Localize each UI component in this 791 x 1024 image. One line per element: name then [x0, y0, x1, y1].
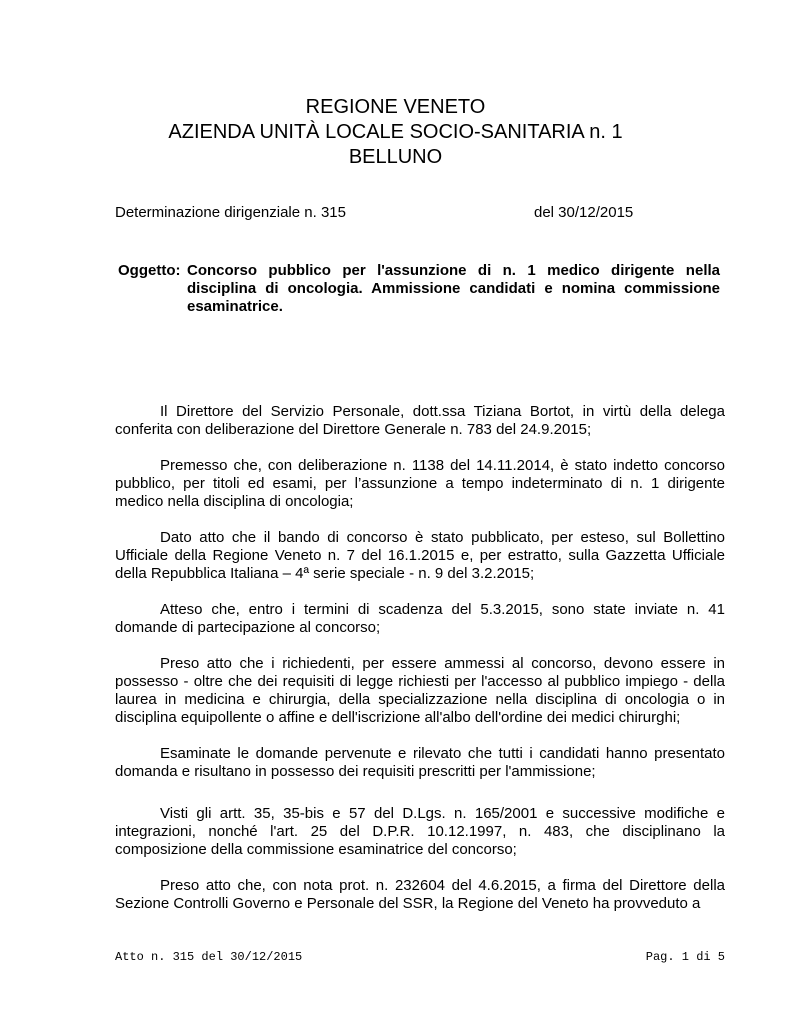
header-city: BELLUNO [348, 146, 443, 168]
paragraph-delegation: Il Direttore del Servizio Personale, dott.ssa Tiziana Bortot, in virtù della delega conferita con deliberazione del Direttore Generale n. 783 del 24.9.2015; [115, 403, 725, 438]
paragraph-applications: Atteso che, entro i termini di scadenza del 5.3.2015, sono state inviate n. 41 domande di partecipazione al concorso; [115, 601, 725, 636]
paragraph-legal-basis: Visti gli artt. 35, 35-bis e 57 del D.Lgs. n. 165/2001 e successive modifiche e integrazioni, nonché l'art. 25 del D.P.R. 10.12.1997, n. 483, che disciplinano la composizione della commissione esaminatrice del concorso; [115, 805, 725, 858]
paragraph-examination: Esaminate le domande pervenute e rilevato che tutti i candidati hanno presentato domanda e risultano in possesso dei requisiti prescritti per l'ammissione; [115, 745, 725, 780]
subject-text: Concorso pubblico per l'assunzione di n. 1 medico dirigente nella disciplina di oncologia. Ammissione candidati e nomina commissione esaminatrice. [187, 262, 720, 315]
header-agency: AZIENDA UNITÀ LOCALE SOCIO-SANITARIA n. 1 [168, 121, 623, 143]
determination-date: del 30/12/2015 [534, 204, 634, 221]
paragraph-publication: Dato atto che il bando di concorso è stato pubblicato, per esteso, sul Bollettino Ufficiale della Regione Veneto n. 7 del 16.1.2015 e, per estratto, sulla Gazzetta Ufficiale della Repubblica Italiana – 4ª serie speciale - n. 9 del 3.2.2015; [115, 529, 725, 582]
subject-label: Oggetto: [118, 262, 181, 279]
subject-block [118, 262, 720, 316]
paragraph-premise: Premesso che, con deliberazione n. 1138 del 14.11.2014, è stato indetto concorso pubblico, per titoli ed esami, per l’assunzione a tempo indeterminato di n. 1 dirigente medico nella disciplina di oncologia; [115, 457, 725, 510]
footer-act-reference: Atto n. 315 del 30/12/2015 [115, 950, 303, 964]
document-header [0, 95, 791, 170]
header-region: REGIONE VENETO [305, 96, 486, 118]
footer-page-number: Pag. 1 di 5 [645, 950, 725, 964]
determination-number: Determinazione dirigenziale n. 315 [115, 204, 346, 221]
paragraph-requirements: Preso atto che i richiedenti, per essere ammessi al concorso, devono essere in possesso - oltre che dei requisiti di legge richiesti per l'accesso al pubblico impiego - della laurea in medicina e chirurgia, della specializzazione nella disciplina di oncologia o in disciplina equipollente o affine e dell'iscrizione all'albo dell'ordine dei medici chirurghi; [115, 655, 725, 726]
document-body [115, 403, 725, 913]
paragraph-region-note: Preso atto che, con nota prot. n. 232604 del 4.6.2015, a firma del Direttore della Sezione Controlli Governo e Personale del SSR, la Regione del Veneto ha provveduto a [115, 877, 725, 912]
